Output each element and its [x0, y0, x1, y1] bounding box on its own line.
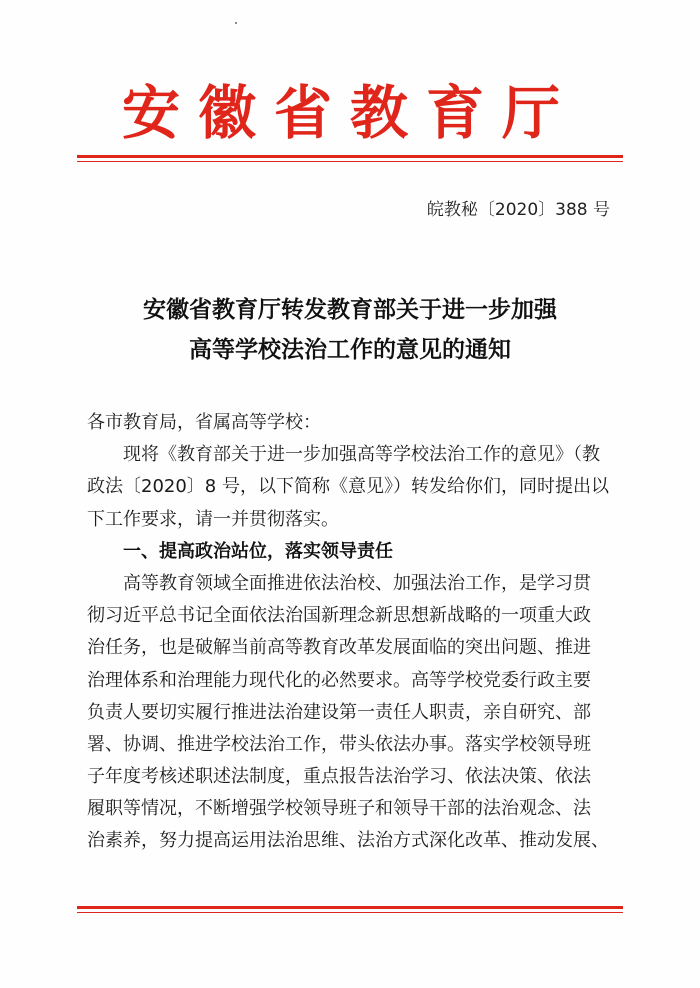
paragraph-line: 治任务，也是破解当前高等教育改革发展面临的突出问题、推进	[87, 637, 591, 659]
paragraph-line: 署、协调、推进学校法治工作，带头依法办事。落实学校领导班	[87, 733, 591, 755]
intro-line: 政法〔2020〕8 号，以下简称《意见》）转发给你们，同时提出以	[87, 476, 609, 498]
paragraph-line: 治素养，努力提高运用法治思维、法治方式深化改革、推动发展、	[87, 830, 609, 852]
section-heading: 一、提高政治站位，落实领导责任	[123, 540, 393, 562]
title-line-1: 安徽省教育厅转发教育部关于进一步加强	[143, 296, 557, 323]
paragraph-line: 高等教育领域全面推进依法治校、加强法治工作，是学习贯	[123, 572, 591, 594]
intro-line: 现将《教育部关于进一步加强高等学校法治工作的意见》（教	[123, 444, 600, 466]
paragraph-line: 履职等情况，不断增强学校领导班子和领导干部的法治观念、法	[87, 798, 591, 820]
paragraph-line: 治理体系和治理能力现代化的必然要求。高等学校党委行政主要	[87, 669, 591, 691]
paragraph-line: 子年度考核述职述法制度，重点报告法治学习、依法决策、依法	[87, 766, 591, 788]
footer-rule-thin	[77, 912, 623, 913]
scan-speck	[235, 22, 237, 24]
document-title	[60, 290, 640, 370]
intro-line: 下工作要求，请一并贯彻落实。	[87, 508, 339, 530]
title-line-2: 高等学校法治工作的意见的通知	[189, 336, 511, 363]
letterhead-rule-thick	[77, 155, 623, 158]
paragraph-line: 负责人要切实履行推进法治建设第一责任人职责，亲自研究、部	[87, 701, 591, 723]
paragraph-line: 彻习近平总书记全面依法治国新理念新思想新战略的一项重大政	[87, 605, 591, 627]
document-body	[87, 407, 617, 858]
document-number: 皖教秘〔2020〕388 号	[426, 200, 610, 220]
letterhead-rule-thin	[77, 161, 623, 162]
letterhead-title: 安徽省教育厅	[121, 79, 578, 147]
footer-rule-thick	[77, 906, 623, 909]
salutation: 各市教育局，省属高等学校：	[87, 412, 321, 433]
